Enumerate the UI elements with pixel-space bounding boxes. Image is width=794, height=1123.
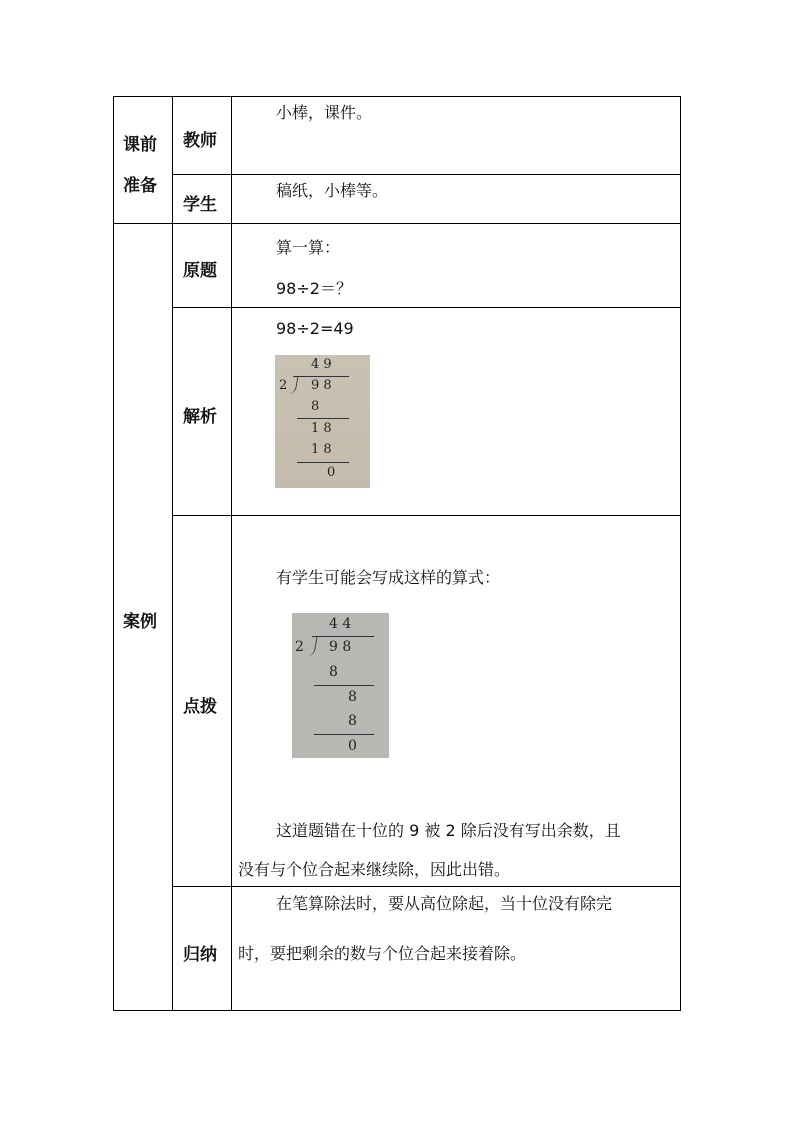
wrong-step-row-4: 0 — [348, 738, 357, 754]
prep-section-label-bottom: 准备 — [123, 176, 157, 196]
incorrect-long-division-photo — [292, 613, 389, 758]
analysis-equation: 98÷2=49 — [276, 319, 354, 338]
wrong-division-bar — [312, 636, 374, 637]
summary-line-2: 时，要把剩余的数与个位合起来接着除。 — [238, 944, 527, 963]
hint-label: 点拨 — [183, 697, 217, 717]
wrong-step-line-1 — [314, 685, 374, 686]
wrong-step-line-2 — [314, 734, 374, 735]
wrong-step-row-1: 8 — [329, 664, 338, 680]
original-problem-prompt: 算一算： — [276, 238, 341, 257]
step-line-1 — [297, 418, 349, 419]
table-border-top — [113, 96, 681, 97]
wrong-step-row-3: 8 — [348, 713, 357, 729]
wrong-step-row-2: 8 — [348, 689, 357, 705]
teacher-label: 教师 — [183, 131, 217, 151]
hint-explanation-line-2: 没有与个位合起来继续除，因此出错。 — [238, 860, 511, 879]
dividend-digits: 9 8 — [311, 378, 332, 393]
division-bracket — [288, 376, 298, 394]
quotient-digits: 4 9 — [311, 357, 332, 372]
step-row-1: 8 — [311, 399, 320, 414]
student-label: 学生 — [183, 195, 217, 215]
table-border-bottom — [113, 1010, 681, 1011]
division-bar — [293, 376, 349, 377]
row-divider-original — [172, 307, 681, 308]
wrong-division-bracket — [307, 636, 318, 656]
step-row-3: 1 8 — [311, 442, 332, 457]
analysis-label: 解析 — [183, 407, 217, 427]
row-divider-hint — [172, 886, 681, 887]
row-divider-teacher — [172, 174, 681, 175]
wrong-divisor-digit: 2 — [295, 639, 304, 655]
row-divider-prep-end — [113, 223, 681, 224]
summary-label: 归纳 — [183, 945, 217, 965]
column-divider-2 — [231, 96, 232, 1011]
table-border-right — [680, 96, 681, 1011]
summary-line-1: 在笔算除法时，要从高位除起，当十位没有除完 — [276, 894, 613, 913]
step-row-2: 1 8 — [311, 421, 332, 436]
step-line-2 — [297, 462, 349, 463]
hint-explanation-line-1: 这道题错在十位的 9 被 2 除后没有写出余数，且 — [276, 821, 621, 840]
wrong-quotient-digits: 4 4 — [329, 616, 352, 632]
case-section-label: 案例 — [123, 612, 157, 632]
prep-section-label-top: 课前 — [123, 135, 157, 155]
correct-long-division-photo — [275, 355, 370, 488]
row-divider-analysis — [172, 515, 681, 516]
student-materials: 稿纸，小棒等。 — [276, 181, 389, 200]
wrong-dividend-digits: 9 8 — [329, 639, 352, 655]
step-row-4: 0 — [327, 465, 336, 480]
table-border-left — [113, 96, 114, 1011]
hint-intro: 有学生可能会写成这样的算式： — [276, 568, 501, 587]
column-divider-1 — [172, 96, 173, 1011]
original-problem-expression: 98÷2＝？ — [276, 279, 352, 298]
divisor-digit: 2 — [279, 378, 288, 393]
original-problem-label: 原题 — [183, 261, 217, 281]
teacher-materials: 小棒，课件。 — [276, 103, 373, 122]
